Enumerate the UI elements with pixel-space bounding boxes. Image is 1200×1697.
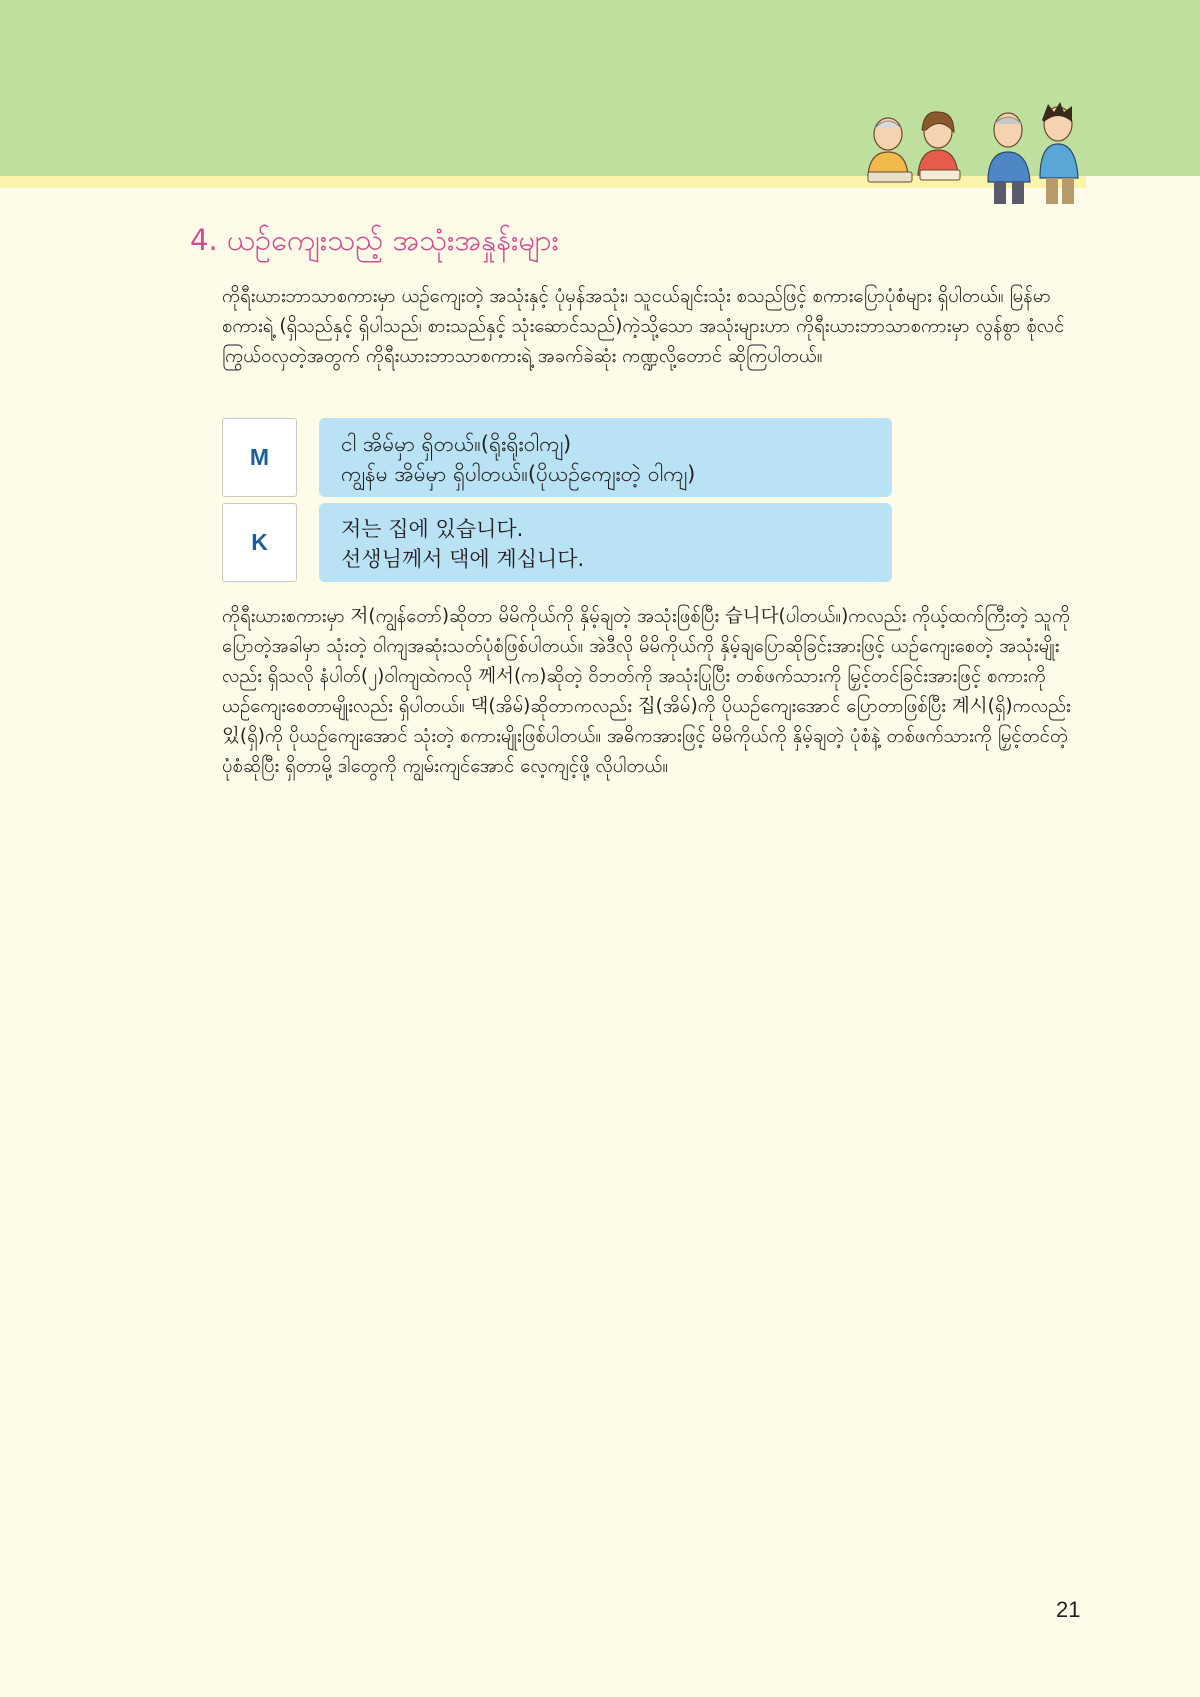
dialog-row-m [222,418,892,497]
dialog-line: ကျွန်မ အိမ်မှာ ရှိပါတယ်။(ပိုယဉ်ကျေးတဲ့ ဝါကျ) [341,462,696,486]
dialog-bubble-m [319,418,892,497]
grandmother-figure [918,112,960,180]
dialog-line: ငါ အိမ်မှာ ရှိတယ်။(ရိုးရိုးဝါကျ) [341,432,572,456]
dialog-line: 선생님께서 댁에 계십니다. [341,547,585,571]
dialog-bubble-k [319,503,892,582]
man-figure [988,113,1030,204]
speaker-label-k: K [222,503,297,582]
intro-paragraph: ကိုရီးယားဘာသာစကားမှာ ယဉ်ကျေးတဲ့ အသုံးနှင့် ပုံမှန်အသုံး၊ သူငယ်ချင်းသုံး စသည်ဖြင့် စကားပြောပုံစံများ ရှိပါတယ်။ မြန်မာစကားရဲ့ (ရှိသည်နှင့် ရှိပါသည်၊ စားသည်နှင့် သုံးဆောင်သည်)ကဲ့သို့သော အသုံးများဟာ ကိုရီးယားဘာသာစကားမှာ လွန်စွာ စုံလင်ကြွယ်ဝလှတဲ့အတွက် ကိုရီးယားဘာသာစကားရဲ့ အခက်ခဲဆုံး ကဏ္ဍလို့တောင် ဆိုကြပါတယ်။ [222,286,1065,367]
dialog-line: 저는 집에 있습니다. [341,517,524,541]
speaker-label-m: M [222,418,297,497]
explanation-paragraph: ကိုရီးယားစကားမှာ 저(ကျွန်တော်)ဆိုတာ မိမိကိုယ်ကို နှိမ့်ချတဲ့ အသုံးဖြစ်ပြီး 습니다(ပါတယ်။)ကလည်း ကိုယ့်ထက်ကြီးတဲ့ သူကို ပြောတဲ့အခါမှာ သုံးတဲ့ ဝါကျအဆုံးသတ်ပုံစံဖြစ်ပါတယ်။ အဲဒီလို မိမိကိုယ်ကို နှိမ့်ချပြောဆိုခြင်းအားဖြင့် ယဉ်ကျေးစေတဲ့ အသုံးမျိုးလည်း ရှိသလို နံပါတ်(၂)ဝါကျထဲကလို 께서(က)ဆိုတဲ့ ဝိဘတ်ကို အသုံးပြုပြီး တစ်ဖက်သားကို မြှင့်တင်ခြင်းအားဖြင့် စကားကို ယဉ်ကျေးစေတာမျိုးလည်း ရှိပါတယ်။ 댁(အိမ်)ဆိုတာကလည်း 집(အိမ်)ကို ပိုယဉ်ကျေးအောင် ပြောတာဖြစ်ပြီး 계시(ရှိ)ကလည်း 있(ရှိ)ကို ပိုယဉ်ကျေးအောင် သုံးတဲ့ စကားမျိုးဖြစ်ပါတယ်။ အဓိကအားဖြင့် မိမိကိုယ်ကို နှိမ့်ချတဲ့ ပုံစံနဲ့ တစ်ဖက်သားကို မြှင့်တင်တဲ့ ပုံစံဆိုပြီး ရှိတာမို့ ဒါတွေကို ကျွမ်းကျင်အောင် လေ့ကျင့်ဖို့ လိုပါတယ်။ [222,606,1071,777]
grandfather-figure [868,118,912,182]
page-number: 21 [1056,1597,1081,1622]
section-title: 4. ယဉ်ကျေးသည့် အသုံးအနှုန်းများ [190,223,559,257]
family-characters-icon [858,100,1098,215]
young-man-figure [1040,102,1078,204]
dialog-row-k [222,503,892,582]
